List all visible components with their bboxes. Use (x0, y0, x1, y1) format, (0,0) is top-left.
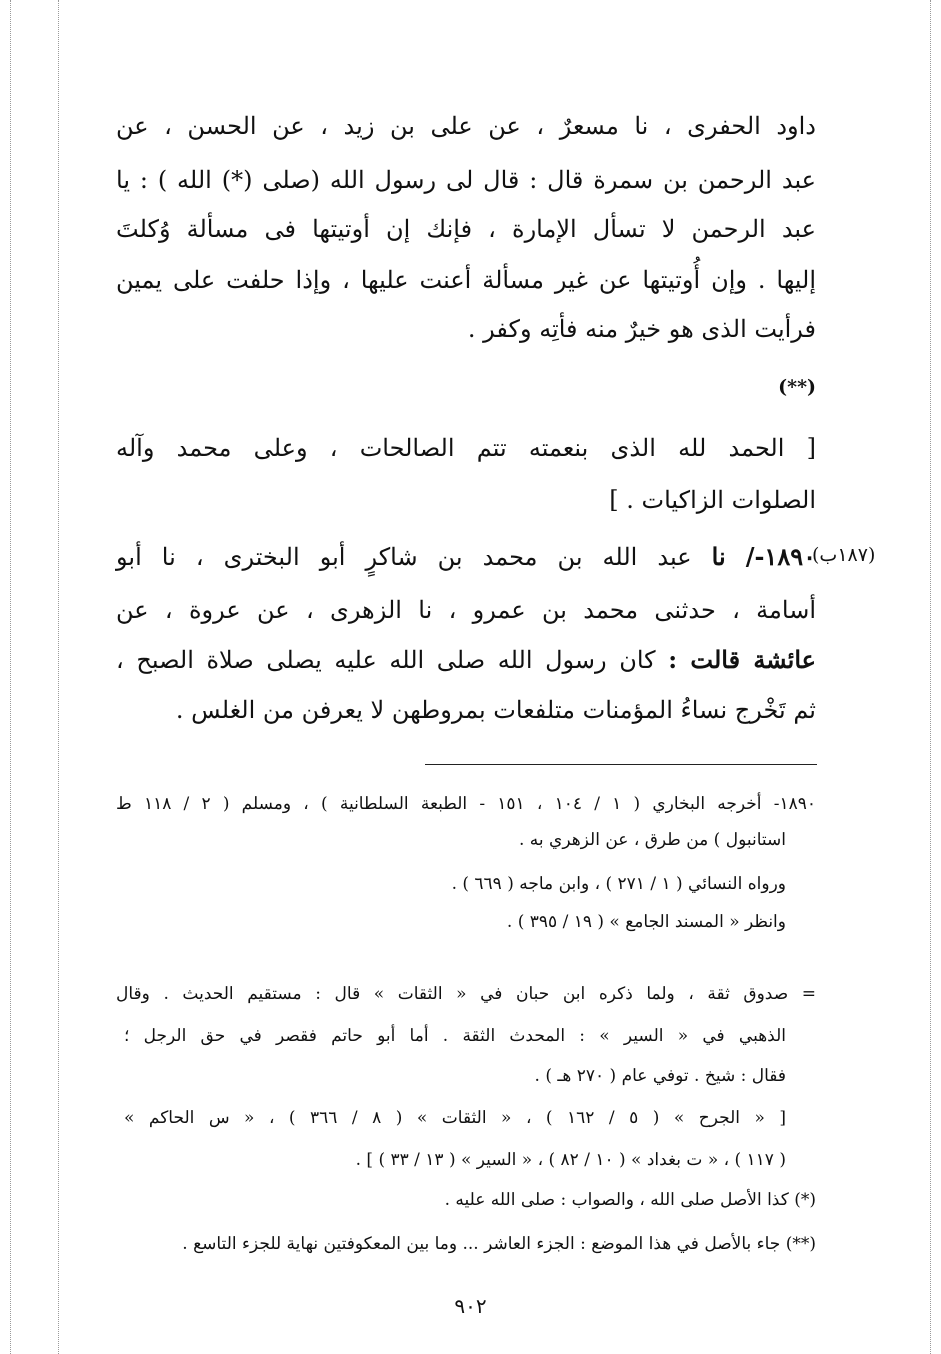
footnote-line: ١٨٩٠- أخرجه البخاري ( ١ / ١٠٤ ، ١٥١ - الطبعة السلطانية ) ، ومسلم ( ٢ / ١١٨ ط (116, 794, 816, 814)
hadith-line (116, 645, 816, 674)
body-text-line: فرأيت الذى هو خيرٌ منه فأتِه وكفر . (467, 315, 816, 343)
footnote-line: ورواه النسائي ( ١ / ٢٧١ ) ، وابن ماجه ( ٦٦٩ ) . (451, 874, 786, 894)
biography-line: [ « الجرح » ( ٥ / ١٦٢ ) ، « الثقات » ( ٨ / ٣٦٦ ) ، « س الحاكم » (124, 1108, 786, 1128)
narrator-name: عائشة قالت : (668, 645, 816, 674)
scan-dotted-line (930, 0, 931, 1354)
hadith-line: أسامة ، حدثنى محمد بن عمرو ، نا الزهرى ، عن عروة ، عن (116, 596, 816, 624)
editor-note: (*) كذا الأصل صلى الله ، والصواب : صلى الله عليه . (444, 1190, 816, 1210)
body-text-line: عبد الرحمن لا تسأل الإمارة ، فإنك إن أوتيتها فى مسألة وُكلتَ (116, 215, 816, 243)
closing-prayer-line: [ الحمد لله الذى بنعمته تتم الصالحات ، وعلى محمد وآله (116, 434, 816, 462)
hadith-number: ١٨٩٠-/ (745, 542, 816, 571)
hadith-line: ثم تَخْرج نساءُ المؤمنات متلفعات بمروطهن لا يعرفن من الغلس . (175, 696, 816, 724)
page-number: ٩٠٢ (454, 1294, 487, 1318)
hadith-text: عبد الله بن محمد بن شاكرٍ أبو البخترى ، نا أبو (116, 543, 692, 571)
biography-line: ( ١١٧ ) ، « ت بغداد » ( ١٠ / ٨٢ ) ، « السير » ( ١٣ / ٣٣ ) ] . (355, 1150, 786, 1170)
body-text-line: داود الحفرى ، نا مسعرٌ ، عن على بن زيد ، عن الحسن ، عن (116, 112, 816, 140)
scan-dotted-line (58, 0, 59, 1354)
editor-note: (**) جاء بالأصل في هذا الموضع : الجزء العاشر ... وما بين المعكوفتين نهاية للجزء التاسع . (182, 1234, 816, 1254)
hadith-line (116, 542, 816, 571)
body-text-line: عبد الرحمن بن سمرة قال : قال لى رسول الله (صلى (*) الله ) : يا (116, 166, 816, 194)
footnote-line: استانبول ) من طرق ، عن الزهري به . (518, 830, 786, 850)
footnote-line: وانظر « المسند الجامع » ( ١٩ / ٣٩٥ ) . (506, 912, 786, 932)
biography-line: فقال : شيخ . توفي عام ( ٢٧٠ هـ ) . (534, 1066, 786, 1086)
hadith-text: كان رسول الله صلى الله عليه يصلى صلاة الصبح ، (116, 646, 656, 674)
narrated-prefix: نا (711, 542, 726, 571)
footnote-separator (425, 764, 817, 765)
footnote-marker: (**) (778, 376, 816, 398)
biography-line: = صدوق ثقة ، ولما ذكره ابن حبان في « الثقات » قال : مستقيم الحديث . وقال (116, 984, 816, 1004)
body-text-line: إليها . وإن أُوتيتها عن غير مسألة أعنت عليها ، وإذا حلفت على يمين (116, 266, 817, 294)
closing-prayer-line: الصلوات الزاكيات . ] (609, 486, 816, 514)
biography-line: الذهبي في « السير » : المحدث الثقة . أما أبو حاتم فقصر في حق الرجل ؛ (124, 1026, 786, 1046)
manuscript-folio-reference: (١٨٧ب) (812, 544, 876, 566)
scan-dotted-line (10, 0, 11, 1354)
